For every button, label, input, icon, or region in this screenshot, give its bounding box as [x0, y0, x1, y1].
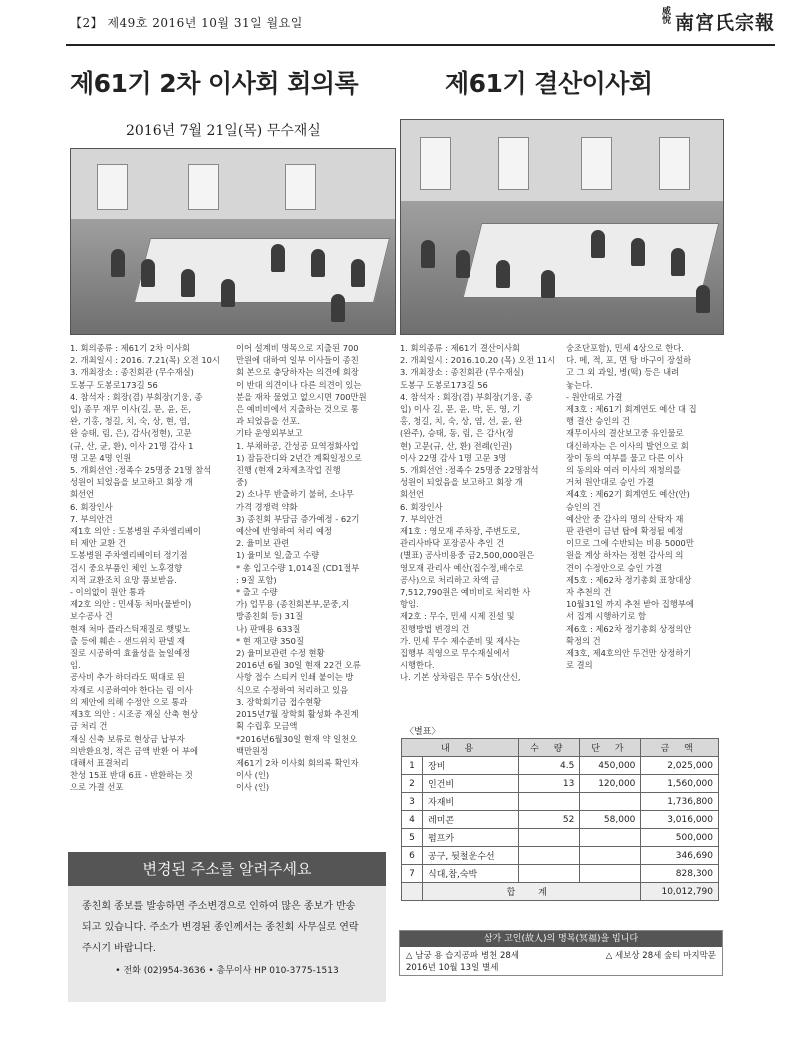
- expense-cell-qty: 52: [519, 811, 580, 829]
- article-line: 회선언: [70, 489, 95, 500]
- article-line: 3) 종친회 부담금 증가예정 - 62기: [236, 513, 360, 524]
- article-line: 백만원정: [236, 745, 269, 756]
- expense-table-row: [402, 793, 719, 811]
- expense-cell-amount: 2,025,000: [641, 757, 719, 775]
- article-line: : 9질 포함): [236, 574, 277, 585]
- left-article-column-1: [70, 342, 230, 794]
- article-line: 2015년7월 장학회 활성화 추진계: [236, 709, 359, 720]
- article-line: 제4호 : 제62기 회계연도 예산(안): [566, 489, 690, 500]
- expense-cell-no: 4: [402, 811, 423, 829]
- article-line: 성원이 되었음을 보고하고 회장 개: [400, 477, 523, 488]
- article-line: *2016년6월30일 현재 약 일천오: [236, 733, 358, 744]
- article-line: (별표) 공사비용중 금2,500,000원은: [400, 550, 535, 561]
- article-line: 2. 율미보 관련: [236, 538, 290, 549]
- article-line: 과 되었음을 선포.: [236, 416, 301, 427]
- obituary-title: 삼가 고인(故人)의 명복(冥福)을 빕니다: [400, 931, 722, 947]
- article-line: 장이 동의 여부를 물고 다른 이사: [566, 452, 684, 463]
- article-line: 질로 시공하여 효율성을 높일예정: [70, 648, 191, 659]
- article-line: - 이의없이 원안 통과: [70, 587, 146, 598]
- address-notice-line: 주시기 바랍니다.: [82, 943, 156, 954]
- total-label: 합 계: [423, 883, 641, 901]
- obituary-left: △ 남궁 용 습지공파 병천 28세: [406, 951, 519, 961]
- article-line: 분을 재차 물었고 없으시면 700만원: [236, 391, 367, 402]
- expense-table: [401, 738, 719, 901]
- article-line: 놓는다.: [566, 379, 593, 390]
- article-line: * 현 재고량 350질: [236, 635, 304, 646]
- expense-table-row: [402, 847, 719, 865]
- masthead-small: 威悅: [661, 7, 672, 26]
- article-line: 진행 (현재 2차제초작업 진행: [236, 465, 341, 476]
- article-line: 사항 접수 스티커 인쇄 붙이는 방: [236, 672, 354, 683]
- left-meeting-photo: [70, 148, 396, 335]
- expense-cell-qty: 4.5: [519, 757, 580, 775]
- article-line: 확정의 건: [566, 635, 601, 646]
- article-line: 2. 개최일시 : 2016. 7.21(목) 오전 10시: [70, 355, 220, 366]
- article-line: 2) 소나무 반출하기 불허, 소나무: [236, 489, 354, 500]
- article-line: 3. 개최장소 : 종친회관 (무수재실): [400, 367, 524, 378]
- article-line: 제1호 : 영모재 주차장, 주변도로,: [400, 526, 521, 537]
- article-line: 제3호 의안 : 시조공 재실 산축 현상: [70, 709, 199, 720]
- right-article-column-1: [400, 342, 560, 684]
- paper-masthead: [662, 8, 775, 35]
- article-line: 의 동의와 여러 이사의 재청의를: [566, 465, 681, 476]
- article-line: 입) 이사 길, 문, 윤, 박, 돈, 영, 기: [400, 404, 521, 415]
- article-line: 거쳐 원안대로 승인 가결: [566, 477, 655, 488]
- article-line: 제5호 : 제62차 정기총회 표창대상: [566, 574, 692, 585]
- article-line: 보수공사 건: [70, 611, 113, 622]
- article-line: 제1호 의안 : 도봉병원 주차엘리베이: [70, 526, 201, 537]
- article-line: 판 관련이 금년 탑에 확정될 예정: [566, 526, 684, 537]
- article-line: 4. 참석자 : 회장(겸) 부회장(기웅, 종: [70, 391, 203, 402]
- header-amount: 금 액: [641, 739, 719, 757]
- article-line: 고 그 외 과일, 병(떡) 등은 내려: [566, 367, 680, 378]
- article-line: 제3호, 제4호의안 두건만 상정하기: [566, 648, 692, 659]
- expense-cell-price: [580, 829, 641, 847]
- expense-cell-amount: 500,000: [641, 829, 719, 847]
- article-line: 이사 22명 감사 1명 고문 3명: [400, 452, 507, 463]
- article-line: 홍, 청길, 치, 숙, 상, 염, 선, 윤, 완: [400, 416, 523, 427]
- article-line: 회선언: [400, 489, 425, 500]
- obituary-box: [399, 930, 723, 976]
- article-line: 검시 중요부품인 체인 노후경향: [70, 562, 183, 573]
- article-line: 제6호 : 제62차 정기총회 상정의안: [566, 623, 692, 634]
- article-line: 1. 회의종류 : 제61기 2차 이사회: [70, 343, 190, 353]
- article-line: 자 추천의 건: [566, 587, 612, 598]
- expense-cell-price: [580, 847, 641, 865]
- article-line: 항임.: [400, 599, 419, 610]
- expense-cell-item: 펌프카: [423, 829, 519, 847]
- expense-cell-qty: [519, 793, 580, 811]
- article-line: 견이 수정안으로 승인 가결: [566, 562, 663, 573]
- article-line: 1. 회의종류 : 제61기 결산이사회: [400, 343, 520, 353]
- article-line: 명 고문 4명 인원: [70, 452, 132, 463]
- left-article-column-2: [236, 342, 394, 794]
- article-line: 가) 업무용 (종친회본부,문중,지: [236, 599, 350, 610]
- address-notice-heading: 변경된 주소를 알려주세요: [68, 852, 386, 886]
- expense-cell-no: 7: [402, 865, 423, 883]
- address-change-notice: [68, 852, 386, 1002]
- right-article-column-2: [566, 342, 724, 671]
- article-line: 다. 메, 적, 포, 면 탕 바구이 장설하: [566, 355, 692, 366]
- article-line: 예산안 중 감사의 명의 산탁자 재: [566, 513, 684, 524]
- expense-cell-item: 장비: [423, 757, 519, 775]
- article-line: 재무이사의 결산보고중 유인물로: [566, 428, 684, 439]
- article-line: 집행부 직영으로 무수재실에서: [400, 648, 510, 659]
- article-line: 로 결의: [566, 660, 593, 671]
- article-line: 식으로 수정하여 처리하고 있음: [236, 684, 349, 695]
- article-line: 이어 설계비 명목으로 지출된 700: [236, 343, 359, 353]
- article-line: 서 집계 시행하기로 함: [566, 611, 647, 622]
- article-line: 임.: [70, 660, 81, 671]
- article-line: 2) 율미보관련 수정 현황: [236, 648, 325, 659]
- expense-cell-item: 인건비: [423, 775, 519, 793]
- article-line: 만원에 대하여 일부 이사들이 종친: [236, 355, 359, 366]
- expense-cell-qty: 13: [519, 775, 580, 793]
- expense-cell-no: 5: [402, 829, 423, 847]
- article-line: 3. 장학회기금 접수현황: [236, 696, 322, 707]
- address-notice-line: 종친회 종보를 발송하면 주소변경으로 인하여 많은 종보가 반송: [82, 901, 356, 912]
- header-price: 단 가: [580, 739, 641, 757]
- article-line: 재실 신축 보류로 현상금 납부자: [70, 733, 185, 744]
- article-line: 공사비 추가 하더라도 떡대로 된: [70, 672, 185, 683]
- article-line: 중): [236, 477, 248, 488]
- article-line: (완주), 승태, 동, 림, 은 감사(정: [400, 428, 514, 439]
- article-line: 3. 개최장소 : 종친회관 (무수재실): [70, 367, 194, 378]
- article-line: 대신하자는 은 이사의 발언으로 회: [566, 440, 689, 451]
- expense-cell-amount: 3,016,000: [641, 811, 719, 829]
- article-line: 7. 부의안건: [400, 513, 443, 524]
- article-line: 제2호 의안 : 민세동 처마(물받이): [70, 599, 192, 610]
- article-line: (규, 산, 균, 환), 이사 21명 감사 1: [70, 440, 194, 451]
- address-notice-contact: • 전화 (02)954-3636 • 총무이사 HP 010-3775-1513: [115, 966, 339, 976]
- expense-cell-item: 식대,참,숙박: [423, 865, 519, 883]
- expense-cell-no: 3: [402, 793, 423, 811]
- article-line: 제2호 : 무수, 민세 시제 진설 및: [400, 611, 515, 622]
- article-line: 도봉구 도봉로173길 56: [70, 379, 158, 390]
- article-line: 현) 고문(규, 산, 환) 전례(인권): [400, 440, 513, 451]
- expense-cell-amount: 346,690: [641, 847, 719, 865]
- article-line: 2016년 6월 30일 현재 22건 오류: [236, 660, 361, 671]
- expense-cell-price: 58,000: [580, 811, 641, 829]
- article-line: 완, 기홍, 청길, 치, 숙, 상, 현, 염,: [70, 416, 190, 427]
- expense-cell-item: 레미콘: [423, 811, 519, 829]
- expense-table-row: [402, 811, 719, 829]
- expense-cell-no: 6: [402, 847, 423, 865]
- expense-cell-price: 450,000: [580, 757, 641, 775]
- article-line: 제3호 : 제61기 회계연도 예산 대 집: [566, 404, 697, 415]
- expense-cell-price: [580, 793, 641, 811]
- expense-table-row: [402, 865, 719, 883]
- article-line: 성원이 되었음을 보고하고 회장 개: [70, 477, 193, 488]
- article-line: - 원안대로 가결: [566, 391, 623, 402]
- article-line: 획 수립후 모금액: [236, 721, 298, 732]
- article-line: 제61기 2차 이사회 회의록 확인자: [236, 757, 359, 768]
- article-line: 예산에 반영하여 처리 예정: [236, 526, 333, 537]
- obituary-left-date: 2016년 10월 13일 별세: [406, 963, 499, 973]
- article-line: 자재로 시공하여야 한다는 림 이사: [70, 684, 193, 695]
- address-notice-line: 되고 있습니다. 주소가 변경된 종인께서는 종친회 사무실로 연락: [82, 922, 359, 933]
- article-line: 1) 율미보 일,출고 수량: [236, 550, 320, 561]
- article-line: 은 예비비에서 지출하는 것으로 통: [236, 404, 359, 415]
- expense-cell-qty: [519, 829, 580, 847]
- article-line: 6. 회장인사: [70, 501, 113, 512]
- article-line: 행 결산 승인의 건: [566, 416, 631, 427]
- obituary-right: △ 세보상 28세 숲티 마지막문: [605, 951, 716, 961]
- article-line: * 총 입고수량 1,014질 (CD1절부: [236, 562, 360, 573]
- header-item: 내 용: [402, 739, 519, 757]
- article-line: 대해서 표결처리: [70, 757, 129, 768]
- expense-cell-amount: 1,736,800: [641, 793, 719, 811]
- article-line: 기타 운영외부보고: [236, 428, 303, 439]
- article-line: 7. 부의안건: [70, 513, 113, 524]
- left-article-subtitle: 2016년 7월 21일(목) 무수재실: [126, 123, 321, 139]
- left-article-title: 제61기 2차 이사회 회의록: [70, 69, 359, 98]
- article-line: 이므로 그에 수반되는 비용 5000만: [566, 538, 694, 549]
- article-line: 가. 민세 무수 제수준비 및 제사는: [400, 635, 521, 646]
- article-line: 원을 계상 하자는 정현 감사의 의: [566, 550, 684, 561]
- article-line: 터 제안 교환 건: [70, 538, 127, 549]
- article-line: 숭조단포함), 민세 4상으로 한다.: [566, 343, 684, 353]
- article-line: 공사)으로 처리하고 차액 금: [400, 574, 500, 585]
- article-line: 도봉병원 주차엘리베이터 정기점: [70, 550, 188, 561]
- expense-table-total-row: [402, 883, 719, 901]
- article-line: 지적 교환조치 요망 품보받음.: [70, 574, 177, 585]
- header-qty: 수 량: [519, 739, 580, 757]
- article-line: 영모재 관리사 예산(집수정,배수로: [400, 562, 524, 573]
- expense-cell-item: 공구, 뒷철운수선: [423, 847, 519, 865]
- article-line: 입) 종무 재무 이사(길, 문, 윤, 돈,: [70, 404, 192, 415]
- article-line: 관리사바닥 포장공사 추인 건: [400, 538, 505, 549]
- article-line: 7,512,790원은 예비비로 처리한 사: [400, 587, 531, 598]
- issue-info: 【2】 제49호 2016년 10월 31일 월요일: [70, 16, 303, 30]
- expense-cell-price: 120,000: [580, 775, 641, 793]
- article-line: 1. 부채하공, 간성공 묘역정화사업: [236, 440, 359, 451]
- article-line: 금 처리 건: [70, 721, 108, 732]
- article-line: 시행한다.: [400, 660, 435, 671]
- article-line: 도봉구 도봉로173길 56: [400, 379, 488, 390]
- article-line: 이사 (인): [236, 782, 270, 793]
- right-article-title: 제61기 결산이사회: [445, 69, 653, 98]
- expense-cell-qty: [519, 847, 580, 865]
- article-line: 1) 잠듬잔디와 2년간 계획일정으로: [236, 452, 362, 463]
- expense-cell-price: [580, 865, 641, 883]
- article-line: 4. 참석자 : 회장(겸) 부회장(기웅, 종: [400, 391, 533, 402]
- article-line: 2. 개최일시 : 2016.10.20 (목) 오전 11시: [400, 355, 556, 366]
- article-line: 나. 기본 상차림은 무수 5상(산신,: [400, 672, 521, 683]
- article-line: 찬성 15표 반대 6표 - 반환하는 것: [70, 770, 193, 781]
- article-line: 출 등에 훼손 - 샌드위치 판넬 재: [70, 635, 185, 646]
- expense-table-row: [402, 829, 719, 847]
- article-line: 진행방법 변경의 건: [400, 623, 470, 634]
- header-rule: [66, 44, 775, 46]
- masthead-name: 南宮氏宗報: [674, 12, 775, 34]
- article-line: 이 반대 의견이나 다른 의견이 있는: [236, 379, 362, 390]
- article-line: 회 본으로 충당하자는 의견에 회장: [236, 367, 359, 378]
- article-line: 가격 경쟁력 약화: [236, 501, 298, 512]
- expense-cell-item: 자재비: [423, 793, 519, 811]
- article-line: 5. 개회선언 :정족수 25명중 22명참석: [400, 465, 539, 476]
- page-header: [0, 0, 789, 46]
- article-line: 방종친회 등) 31질: [236, 611, 304, 622]
- expense-cell-qty: [519, 865, 580, 883]
- expense-cell-amount: 828,300: [641, 865, 719, 883]
- article-line: 의 제안에 의해 수정안 으로 통과: [70, 696, 188, 707]
- article-line: 10월31일 까지 추천 받아 집행부에: [566, 599, 694, 610]
- expense-table-label: 〈별표〉: [405, 727, 441, 737]
- expense-cell-no: 1: [402, 757, 423, 775]
- article-line: 나) 판매용 633질: [236, 623, 301, 634]
- article-line: 현재 처마 플라스틱재질로 햇빛노: [70, 623, 191, 634]
- expense-table-row: [402, 757, 719, 775]
- article-line: 으로 가결 선포: [70, 782, 124, 793]
- total-amount: 10,012,790: [641, 883, 719, 901]
- expense-table-row: [402, 775, 719, 793]
- article-line: * 출고 수량: [236, 587, 278, 598]
- expense-cell-amount: 1,560,000: [641, 775, 719, 793]
- article-line: 5. 개회선언 :정족수 25명중 21명 참석: [70, 465, 212, 476]
- article-line: 승인의 건: [566, 501, 601, 512]
- article-line: 이사 (인): [236, 770, 270, 781]
- expense-cell-no: 2: [402, 775, 423, 793]
- article-line: 완 승태, 림, 은), 감사(정현), 고문: [70, 428, 192, 439]
- right-meeting-photo: [400, 119, 724, 335]
- article-line: 의반환요청, 적은 금액 반환 어 부에: [70, 745, 199, 756]
- article-line: 6. 회장인사: [400, 501, 443, 512]
- expense-table-header: [402, 739, 719, 757]
